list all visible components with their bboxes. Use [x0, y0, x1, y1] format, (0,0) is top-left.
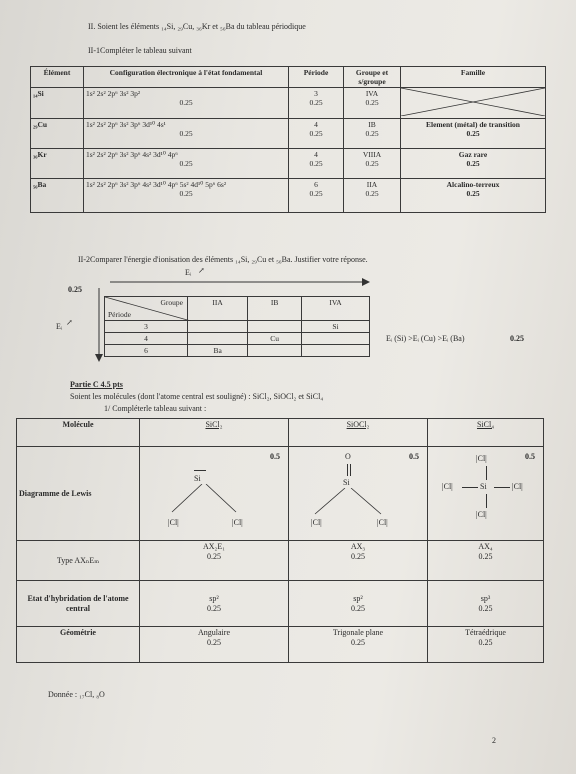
si-atom: Si — [194, 474, 201, 483]
famille-cell: Alcalino-terreux 0.25 — [401, 179, 546, 213]
hybridation-label: Etat d'hybridation de l'atome central — [17, 581, 140, 627]
element-cell: ₁₄Si — [31, 88, 84, 119]
grid-cell — [188, 333, 248, 345]
bonds — [305, 488, 405, 518]
grid-cell-cu: Cu — [248, 333, 302, 345]
geometrie-label: Géométrie — [17, 627, 140, 663]
type-siocl2: AX₃ 0.25 — [289, 541, 428, 581]
col-element: Élément — [31, 67, 84, 88]
type-sicl4: AX₄ 0.25 — [428, 541, 544, 581]
lewis-sicl4 — [428, 447, 544, 541]
periode-cell: 4 0.25 — [289, 119, 344, 149]
partie-c-title: Partie C 4.5 pts — [70, 380, 123, 389]
molecule-siocl2: SiOCl₂ — [289, 419, 428, 447]
bond-left — [462, 487, 478, 488]
col-groupe: Groupe et s/groupe — [344, 67, 401, 88]
periode-cell: 3 0.25 — [289, 88, 344, 119]
famille-cell: Element (métal) de transition 0.25 — [401, 119, 546, 149]
cross-mark — [401, 88, 545, 116]
arrow-top-icon: ↗ — [198, 266, 205, 275]
bonds — [162, 484, 262, 516]
table-row — [31, 119, 546, 149]
col-IVA: IVA — [302, 297, 370, 321]
bond-bottom — [486, 494, 487, 508]
question-2-2-text: II-2Comparer l'énergie d'ionisation des éléments ₁₄Si, ₂₉Cu et ₅₆Ba. Justifier votre réponse. — [78, 255, 368, 264]
periodic-grid — [104, 296, 370, 357]
cl-atom-left: |Cl| — [168, 518, 179, 527]
hyb-sicl2: sp² 0.25 — [140, 581, 289, 627]
col-famille: Famille — [401, 67, 546, 88]
periode-4: 4 — [105, 333, 188, 345]
groupe-cell: VIIIA 0.25 — [344, 149, 401, 179]
table-row — [31, 88, 546, 119]
table-row — [31, 179, 546, 213]
grid-cell-ba: Ba — [188, 345, 248, 357]
page-number: 2 — [492, 736, 496, 745]
bond-right — [494, 487, 510, 488]
diagram-points: 0.25 — [68, 285, 82, 294]
config-cell: 1s² 2s² 2p⁶ 3s² 3p² 0.25 — [84, 88, 289, 119]
molecule-sicl2: SiCl₂ — [140, 419, 289, 447]
molecule-sicl4: SiCl₄ — [428, 419, 544, 447]
si-atom: Si — [343, 478, 350, 487]
config-cell: 1s² 2s² 2p⁶ 3s² 3p⁶ 4s² 3d¹⁰ 4p⁶ 5s² 4d¹⁰ 5p⁶ 6s² 0.25 — [84, 179, 289, 213]
groupe-cell: IVA 0.25 — [344, 88, 401, 119]
lewis-points: 0.5 — [525, 452, 535, 461]
col-config: Configuration électronique à l'état fondamental — [84, 67, 289, 88]
col-IB: IB — [248, 297, 302, 321]
col-IIA: IIA — [188, 297, 248, 321]
cl-atom-left: |Cl| — [311, 518, 322, 527]
grid-cell — [248, 345, 302, 357]
config-cell: 1s² 2s² 2p⁶ 3s² 3p⁶ 4s² 3d¹⁰ 4p⁶ 0.25 — [84, 149, 289, 179]
type-sicl2: AX₂E₁ 0.25 — [140, 541, 289, 581]
bond-top — [486, 466, 487, 480]
cl-atom-left: |Cl| — [442, 482, 453, 491]
arrow-left-label: Eᵢ — [56, 322, 63, 331]
grid-cell — [302, 333, 370, 345]
lewis-points: 0.5 — [409, 452, 419, 461]
periode-cell: 6 0.25 — [289, 179, 344, 213]
partie-c-instruction: 1/ Compléterle tableau suivant : — [104, 404, 207, 413]
double-bond-1 — [347, 464, 348, 476]
geo-siocl2: Trigonale plane 0.25 — [289, 627, 428, 663]
element-cell: ₂₉Cu — [31, 119, 84, 149]
famille-cell: Gaz rare 0.25 — [401, 149, 546, 179]
grid-cell — [302, 345, 370, 357]
grid-corner — [105, 297, 188, 321]
partie-c-intro: Soient les molécules (dont l'atome central est souligné) : SiCl₂, SiOCl₂ et SiCl₄ — [70, 392, 324, 401]
lewis-siocl2 — [289, 447, 428, 541]
arrow-left — [94, 288, 104, 362]
lewis-label: Diagramme de Lewis — [17, 447, 140, 541]
element-table — [30, 66, 546, 213]
ionization-points: 0.25 — [510, 334, 524, 343]
table-row — [31, 149, 546, 179]
col-periode: Période — [289, 67, 344, 88]
ionization-order: Eᵢ (Si) >Eᵢ (Cu) >Eᵢ (Ba) — [386, 334, 465, 343]
periode-header: Période — [108, 310, 131, 319]
o-atom: O — [345, 452, 351, 461]
molecule-header: Molécule — [17, 419, 140, 447]
donnee-text: Donnée : ₁₇Cl, ₈O — [48, 690, 105, 699]
element-cell: ₃₆Kr — [31, 149, 84, 179]
type-label: Type AXₙEₘ — [17, 541, 140, 581]
arrow-top — [110, 277, 370, 287]
arrow-left-icon: ↗ — [66, 318, 73, 327]
groupe-header: Groupe — [160, 298, 183, 307]
arrow-top-label: Eᵢ — [185, 268, 192, 277]
cl-atom-right: |Cl| — [377, 518, 388, 527]
question-2-1-text: II-1Compléter le tableau suivant — [88, 46, 192, 55]
periode-6: 6 — [105, 345, 188, 357]
molecule-table — [16, 418, 544, 663]
groupe-cell: IB 0.25 — [344, 119, 401, 149]
lone-pair-bar — [194, 470, 206, 471]
geo-sicl4: Tétraédrique 0.25 — [428, 627, 544, 663]
hyb-siocl2: sp² 0.25 — [289, 581, 428, 627]
geo-sicl2: Angulaire 0.25 — [140, 627, 289, 663]
periode-3: 3 — [105, 321, 188, 333]
lewis-sicl2 — [140, 447, 289, 541]
question-2-text: II. Soient les éléments ₁₄Si, ₂₉Cu, ₃₆Kr et ₅₆Ba du tableau périodique — [88, 22, 306, 31]
cl-atom-right: |Cl| — [512, 482, 523, 491]
lewis-points: 0.5 — [270, 452, 280, 461]
si-atom: Si — [480, 482, 487, 491]
grid-cell — [248, 321, 302, 333]
cl-atom-right: |Cl| — [232, 518, 243, 527]
config-cell: 1s² 2s² 2p⁶ 3s² 3p⁶ 3d¹⁰ 4s¹ 0.25 — [84, 119, 289, 149]
periode-cell: 4 0.25 — [289, 149, 344, 179]
double-bond-2 — [350, 464, 351, 476]
cl-atom-top: |Cl| — [476, 454, 487, 463]
grid-cell — [188, 321, 248, 333]
groupe-cell: IIA 0.25 — [344, 179, 401, 213]
hyb-sicl4: sp³ 0.25 — [428, 581, 544, 627]
element-cell: ₅₆Ba — [31, 179, 84, 213]
grid-cell-si: Si — [302, 321, 370, 333]
cl-atom-bottom: |Cl| — [476, 510, 487, 519]
famille-cell-crossed — [401, 88, 546, 119]
